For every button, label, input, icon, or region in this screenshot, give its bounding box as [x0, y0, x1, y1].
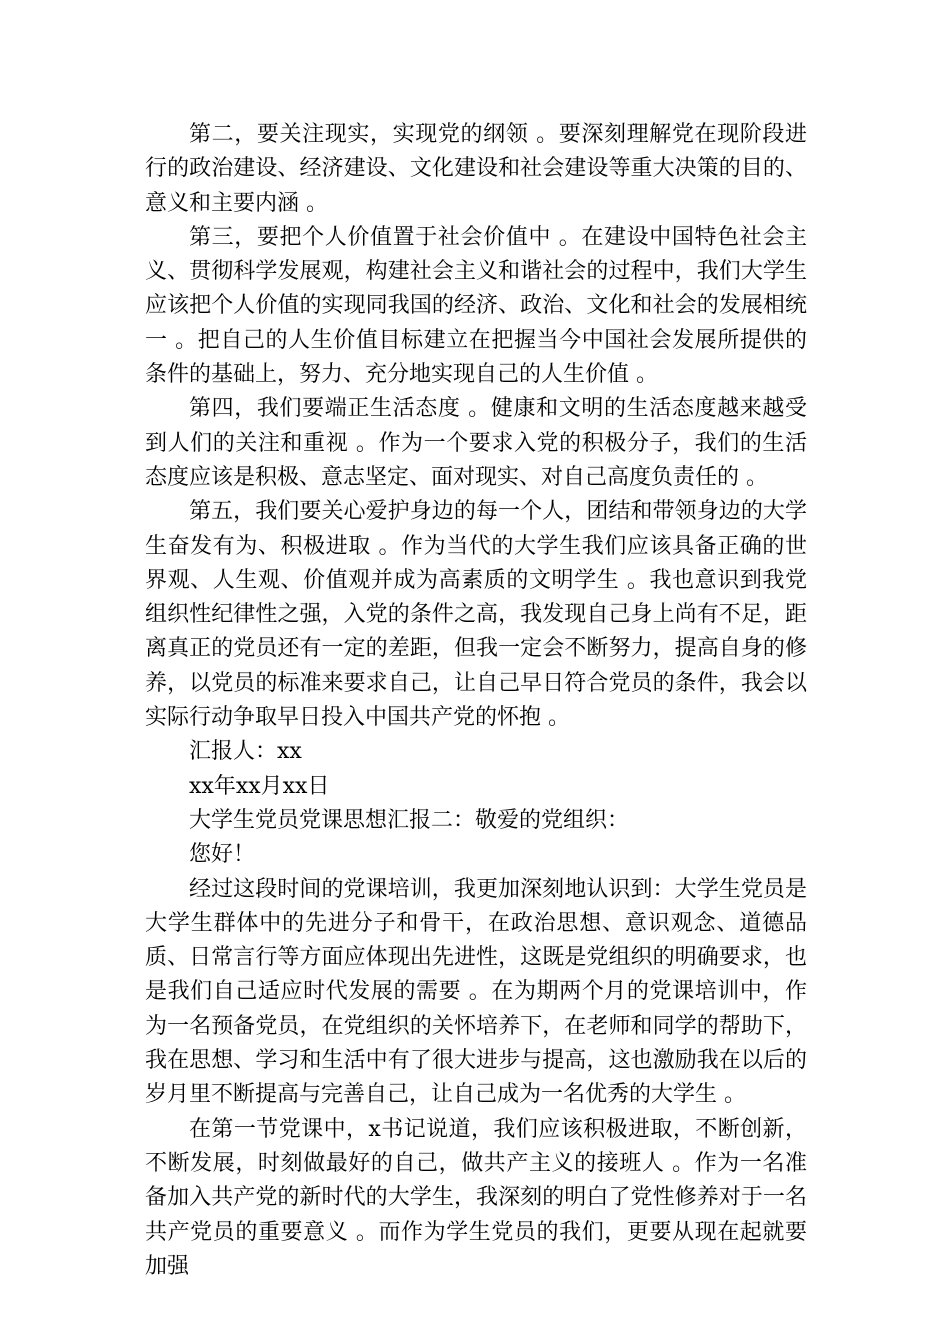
document-body	[145, 118, 807, 1284]
paragraph-first-lesson: 在第一节党课中，x书记说道，我们应该积极进取，不断创新，不断发展，时刻做最好的自己，做共产主义的接班人 。作为一名准备加入共产党的新时代的大学生，我深刻的明白了党性修养对于一名共产党员的重要意义 。而作为学生党员的我们，更要从现在起就要加强	[145, 1116, 807, 1279]
date-line: xx年xx月xx日	[189, 773, 330, 799]
reporter-line: 汇报人：xx	[189, 739, 302, 765]
paragraph-training-reflection: 经过这段时间的党课培训，我更加深刻地认识到：大学生党员是大学生群体中的先进分子和骨干，在政治思想、意识观念、道德品质、日常言行等方面应体现出先进性，这既是党组织的明确要求，也是我们自己适应时代发展的需要 。在为期两个月的党课培训中，作为一名预备党员，在党组织的关怀培养下，在老师和同学的帮助下，我在思想、学习和生活中有了很大进步与提高，这也激励我在以后的岁月里不断提高与完善自己，让自己成为一名优秀的大学生 。	[145, 876, 807, 1108]
paragraph-point-three: 第三，要把个人价值置于社会价值中 。在建设中国特色社会主义、贯彻科学发展观，构建社会主义和谐社会的过程中，我们大学生应该把个人价值的实现同我国的经济、政治、文化和社会的发展相统一 。把自己的人生价值目标建立在把握当今中国社会发展所提供的条件的基础上，努力、充分地实现自己的人生价值 。	[145, 224, 807, 388]
paragraph-point-four: 第四，我们要端正生活态度 。健康和文明的生活态度越来越受到人们的关注和重视 。作为一个要求入党的积极分子，我们的生活态度应该是积极、意志坚定、面对现实、对自己高度负责任的 。	[145, 396, 807, 490]
paragraph-point-two: 第二，要关注现实，实现党的纲领 。要深刻理解党在现阶段进行的政治建设、经济建设、文化建设和社会建设等重大决策的目的、意义和主要内涵 。	[145, 122, 807, 216]
paragraph-point-five: 第五，我们要关心爱护身边的每一个人，团结和带领身边的大学生奋发有为、积极进取 。作为当代的大学生我们应该具备正确的世界观、人生观、价值观并成为高素质的文明学生 。我也意识到我党组织性纪律性之强，入党的条件之高，我发现自己身上尚有不足，距离真正的党员还有一定的差距，但我一定会不断努力，提高自身的修养，以党员的标准来要求自己，让自己早日符合党员的条件，我会以实际行动争取早日投入中国共产党的怀抱 。	[145, 499, 807, 731]
second-report-title: 大学生党员党课思想汇报二：敬爱的党组织：	[189, 807, 630, 833]
greeting-line: 您好！	[189, 842, 256, 868]
